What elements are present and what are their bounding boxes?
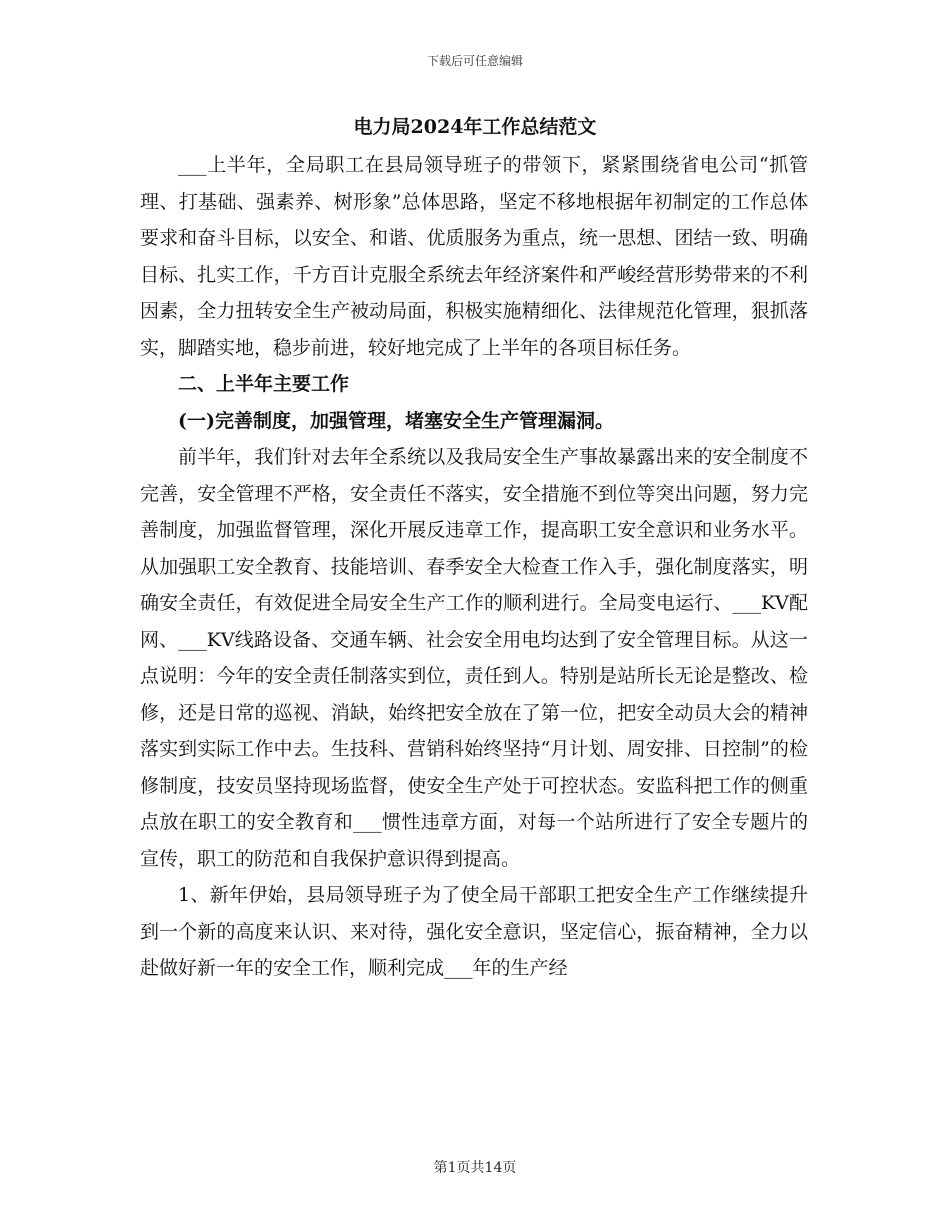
paragraph-intro: ___上半年，全局职工在县局领导班子的带领下，紧紧围绕省电公司“抓管理、打基础、强素养、树形象”总体思路，坚定不移地根据年初制定的工作总体要求和奋斗目标，以安全、和谐、优质服务为重点，统一思想、团结一致、明确目标、扎实工作，千方百计克服全系统去年经济案件和严峻经营形势带来的不利因素，全力扭转安全生产被动局面，积极实施精细化、法律规范化管理，狠抓落实，脚踏实地，稳步前进，较好地完成了上半年的各项目标任务。	[140, 154, 808, 359]
header-note: 下载后可任意编辑	[426, 54, 523, 68]
subsection-heading: (一)完善制度，加强管理，堵塞安全生产管理漏洞。	[178, 409, 614, 432]
document-body	[140, 147, 808, 987]
paragraph-safety: 前半年，我们针对去年全系统以及我局安全生产事故暴露出来的安全制度不完善，安全管理不严格，安全责任不落实，安全措施不到位等突出问题，努力完善制度，加强监督管理，深化开展反违章工作，提高职工安全意识和业务水平。从加强职工安全教育、技能培训、春季安全大检查工作入手，强化制度落实，明确安全责任，有效促进全局安全生产工作的顺利进行。全局变电运行、___KV配网、___KV线路设备、交通车辆、社会安全用电均达到了安全管理目标。从这一点说明：今年的安全责任制落实到位，责任到人。特别是站所长无论是整改、检修，还是日常的巡视、消缺，始终把安全放在了第一位，把安全动员大会的精神落实到实际工作中去。生技科、营销科始终坚持“月计划、周安排、日控制”的检修制度，技安员坚持现场监督，使安全生产处于可控状态。安监科把工作的侧重点放在职工的安全教育和___惯性违章方面，对每一个站所进行了安全专题片的宣传，职工的防范和自我保护意识得到提高。	[140, 446, 808, 870]
section-heading: 二、上半年主要工作	[178, 373, 350, 395]
paragraph-item-1: 1、新年伊始，县局领导班子为了使全局干部职工把安全生产工作继续提升到一个新的高度来认识、来对待，强化安全意识，坚定信心，振奋精神，全力以赴做好新一年的安全工作，顺利完成___年的生产经	[140, 884, 808, 979]
page-title: 电力局2024年工作总结范文	[353, 116, 597, 138]
page-footer: 第1页共14页	[433, 1160, 517, 1176]
